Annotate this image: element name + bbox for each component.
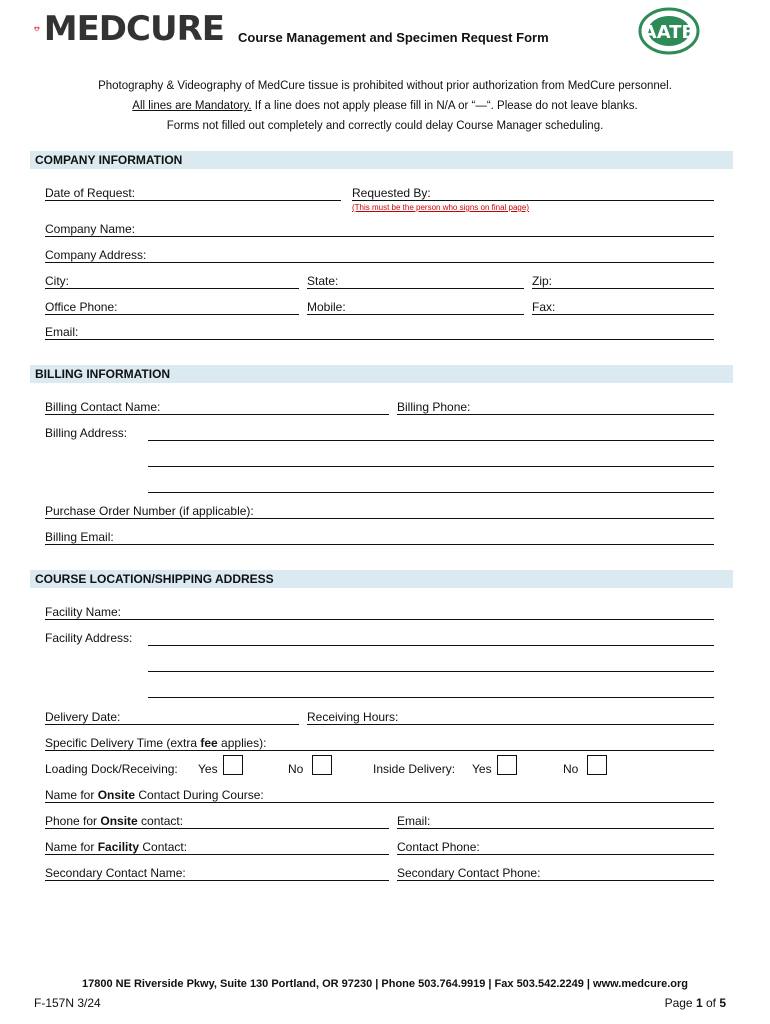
- facility-contact-text: Name for: [45, 840, 98, 854]
- city-label: City:: [45, 274, 69, 288]
- billing-address-label: Billing Address:: [45, 426, 128, 440]
- onsite-email-field[interactable]: [397, 828, 714, 829]
- billing-contact-name-label: Billing Contact Name:: [45, 400, 161, 414]
- logo-text: MEDCURE: [43, 9, 224, 49]
- page-total: 5: [719, 996, 726, 1010]
- secondary-contact-name-label: Secondary Contact Name:: [45, 866, 186, 880]
- delivery-time-field[interactable]: [45, 750, 714, 751]
- mobile-field[interactable]: [307, 314, 524, 315]
- onsite-phone-bold: Onsite: [100, 814, 138, 828]
- loading-dock-no-checkbox[interactable]: [312, 755, 332, 775]
- receiving-hours-label: Receiving Hours:: [307, 710, 399, 724]
- onsite-phone-label: [45, 814, 183, 828]
- page-of: of: [702, 996, 720, 1010]
- form-number: F-157N 3/24: [34, 996, 101, 1010]
- onsite-name-bold: Onsite: [97, 788, 136, 802]
- intro-line-3: Forms not filled out completely and correctly could delay Course Manager scheduling.: [166, 120, 604, 132]
- facility-address-line-3[interactable]: [148, 697, 714, 698]
- loading-dock-yes-checkbox[interactable]: [223, 755, 243, 775]
- course-section-title: COURSE LOCATION/SHIPPING ADDRESS: [35, 572, 274, 586]
- inside-delivery-yes-label: Yes: [472, 762, 492, 776]
- secondary-contact-phone-field[interactable]: [397, 880, 714, 881]
- facility-address-line-1[interactable]: [148, 645, 714, 646]
- delivery-date-label: Delivery Date:: [45, 710, 121, 724]
- billing-phone-field[interactable]: [397, 414, 714, 415]
- mobile-label: Mobile:: [307, 300, 346, 314]
- onsite-phone-text: Phone for: [45, 814, 101, 828]
- inside-delivery-no-checkbox[interactable]: [587, 755, 607, 775]
- company-section-title: COMPANY INFORMATION: [35, 153, 183, 167]
- onsite-contact-name-field[interactable]: [45, 802, 714, 803]
- contact-phone-field[interactable]: [397, 854, 714, 855]
- facility-name-label: Facility Name:: [45, 605, 122, 619]
- onsite-name-text-end: Contact During Course:: [135, 788, 264, 802]
- requested-by-label: Requested By:: [352, 186, 431, 200]
- loading-dock-no-label: No: [288, 762, 304, 776]
- po-number-field[interactable]: [45, 518, 714, 519]
- onsite-phone-field[interactable]: [45, 828, 389, 829]
- state-field[interactable]: [307, 288, 524, 289]
- billing-contact-name-field[interactable]: [45, 414, 389, 415]
- inside-delivery-label: Inside Delivery:: [373, 762, 456, 776]
- inside-delivery-no-label: No: [563, 762, 579, 776]
- delivery-time-fee: fee: [200, 736, 218, 750]
- billing-address-line-3[interactable]: [148, 492, 714, 493]
- zip-field[interactable]: [532, 288, 714, 289]
- billing-address-line-1[interactable]: [148, 440, 714, 441]
- office-phone-field[interactable]: [45, 314, 299, 315]
- course-section-header: [30, 570, 733, 588]
- loading-dock-yes-label: Yes: [198, 762, 218, 776]
- facility-contact-name-field[interactable]: [45, 854, 389, 855]
- date-of-request-label: Date of Request:: [45, 186, 136, 200]
- page-number: [580, 996, 726, 1010]
- company-address-label: Company Address:: [45, 248, 147, 262]
- onsite-name-text: Name for: [45, 788, 98, 802]
- secondary-contact-phone-label: Secondary Contact Phone:: [397, 866, 541, 880]
- billing-section-title: BILLING INFORMATION: [35, 367, 171, 381]
- secondary-contact-name-field[interactable]: [45, 880, 389, 881]
- billing-phone-label: Billing Phone:: [397, 400, 471, 414]
- city-field[interactable]: [45, 288, 299, 289]
- billing-section-header: [30, 365, 733, 383]
- intro-line-2-rest: If a line does not apply please fill in N/A or “—“. Please do not leave blanks.: [251, 100, 638, 112]
- inside-delivery-yes-checkbox[interactable]: [497, 755, 517, 775]
- intro-line-1: Photography & Videography of MedCure tissue is prohibited without prior authorization from MedCure personnel.: [98, 80, 672, 92]
- company-name-field[interactable]: [45, 236, 714, 237]
- zip-label: Zip:: [532, 274, 553, 288]
- mandatory-note: All lines are Mandatory.: [132, 100, 252, 112]
- company-section-header: [30, 151, 733, 169]
- facility-contact-text-end: Contact:: [139, 840, 188, 854]
- document-title: Course Management and Specimen Request Form: [238, 30, 549, 45]
- office-phone-label: Office Phone:: [45, 300, 118, 314]
- page-current: 1: [695, 996, 703, 1010]
- facility-name-field[interactable]: [45, 619, 714, 620]
- po-number-label: Purchase Order Number (if applicable):: [45, 504, 254, 518]
- billing-address-line-2[interactable]: [148, 466, 714, 467]
- medcure-logo: [34, 9, 224, 49]
- company-email-label: Email:: [45, 325, 79, 339]
- onsite-email-label: Email:: [397, 814, 431, 828]
- onsite-contact-name-label: [45, 788, 264, 802]
- requested-by-field[interactable]: [352, 200, 714, 201]
- onsite-phone-text-end: contact:: [137, 814, 184, 828]
- heart-cross-icon: [34, 18, 40, 40]
- facility-address-label: Facility Address:: [45, 631, 133, 645]
- delivery-time-text-end: applies):: [217, 736, 267, 750]
- date-of-request-field[interactable]: [45, 200, 341, 201]
- intro-line-2: [0, 100, 770, 112]
- fax-field[interactable]: [532, 314, 714, 315]
- fax-label: Fax:: [532, 300, 556, 314]
- footer-address: 17800 NE Riverside Pkwy, Suite 130 Portland, OR 97230 | Phone 503.764.9919 | Fax 503.542.2249 | www.medcure.org: [82, 978, 688, 990]
- seal-letters: AATB: [642, 22, 696, 43]
- contact-phone-label: Contact Phone:: [397, 840, 480, 854]
- loading-dock-label: Loading Dock/Receiving:: [45, 762, 178, 776]
- aatb-accreditation-seal: [638, 7, 700, 55]
- company-email-field[interactable]: [45, 339, 714, 340]
- billing-email-field[interactable]: [45, 544, 714, 545]
- facility-contact-name-label: [45, 840, 187, 854]
- receiving-hours-field[interactable]: [307, 724, 714, 725]
- facility-contact-bold: Facility: [97, 840, 140, 854]
- company-name-label: Company Name:: [45, 222, 136, 236]
- delivery-time-text: Specific Delivery Time (extra: [45, 736, 201, 750]
- facility-address-line-2[interactable]: [148, 671, 714, 672]
- page-prefix: Page: [664, 996, 696, 1010]
- delivery-date-field[interactable]: [45, 724, 299, 725]
- delivery-time-label: [45, 736, 266, 750]
- state-label: State:: [307, 274, 339, 288]
- requested-by-note: (This must be the person who signs on final page): [352, 203, 529, 212]
- company-address-field[interactable]: [45, 262, 714, 263]
- billing-email-label: Billing Email:: [45, 530, 114, 544]
